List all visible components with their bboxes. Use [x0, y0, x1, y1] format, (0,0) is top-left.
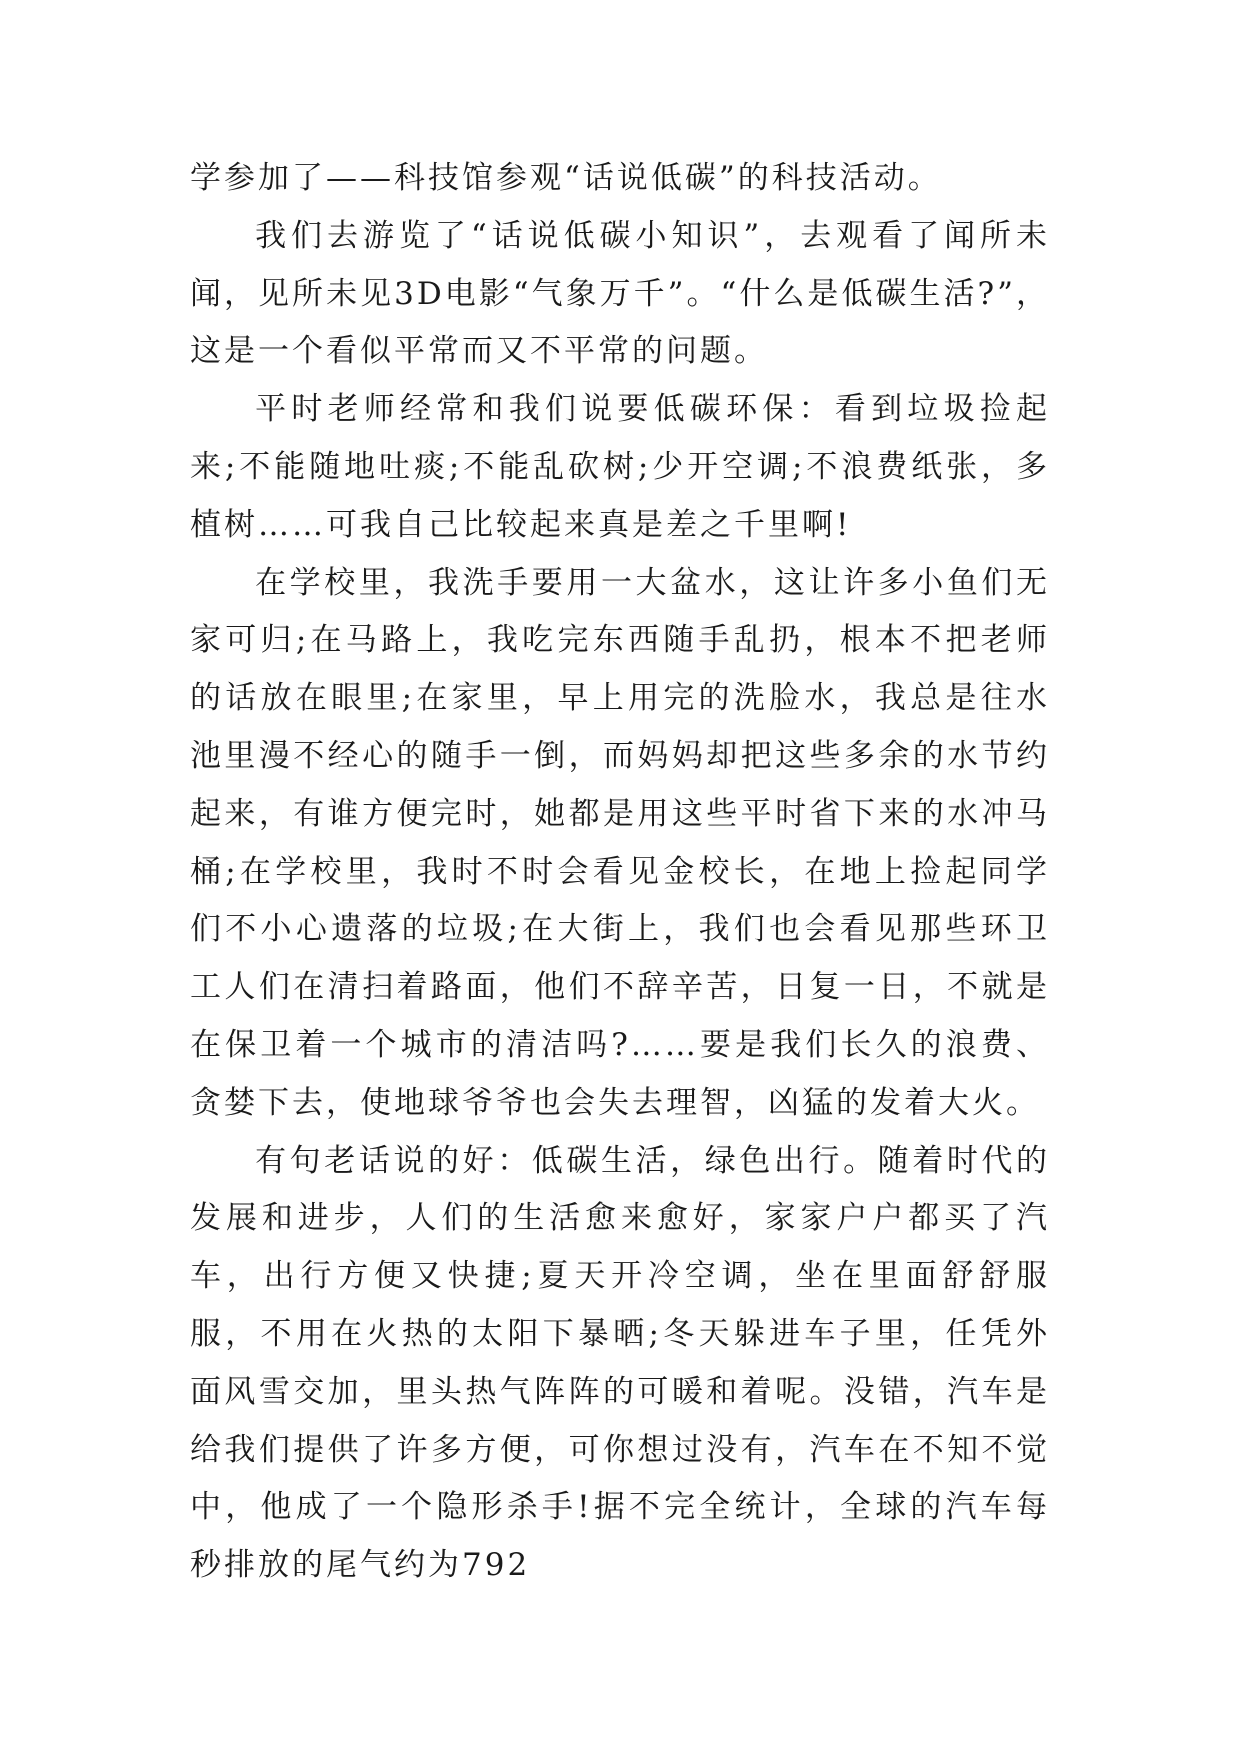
paragraph-continuation: 学参加了——科技馆参观“话说低碳”的科技活动。 — [190, 160, 942, 196]
paragraph-green-travel: 有句老话说的好：低碳生活，绿色出行。随着时代的发展和进步，人们的生活愈来愈好，家家户户都买了汽车，出行方便又快捷;夏天开冷空调，坐在里面舒舒服服，不用在火热的太阳下暴晒;冬天躲进车子里，任凭外面风雪交加，里头热气阵阵的可暖和着呢。没错，汽车是给我们提供了许多方便，可你想过没有，汽车在不知不觉中，他成了一个隐形杀手!据不完全统计，全球的汽车每秒排放的尾气约为792 — [190, 1142, 1050, 1584]
paragraph-teacher-advice: 平时老师经常和我们说要低碳环保：看到垃圾捡起来;不能随地吐痰;不能乱砍树;少开空调;不浪费纸张，多植树……可我自己比较起来真是差之千里啊! — [190, 391, 1050, 543]
paragraph-daily-waste: 在学校里，我洗手要用一大盆水，这让许多小鱼们无家可归;在马路上，我吃完东西随手乱扔，根本不把老师的话放在眼里;在家里，早上用完的洗脸水，我总是往水池里漫不经心的随手一倒，而妈妈却把这些多余的水节约起来，有谁方便完时，她都是用这些平时省下来的水冲马桶;在学校里，我时不时会看见金校长，在地上捡起同学们不小心遗落的垃圾;在大街上，我们也会看见那些环卫工人们在清扫着路面，他们不辞辛苦，日复一日，不就是在保卫着一个城市的清洁吗?……要是我们长久的浪费、贪婪下去，使地球爷爷也会失去理智，凶猛的发着大火。 — [190, 564, 1050, 1121]
paragraph-low-carbon-knowledge: 我们去游览了“话说低碳小知识”，去观看了闻所未闻，见所未见3D电影“气象万千”。“什么是低碳生活?”，这是一个看似平常而又不平常的问题。 — [190, 217, 1050, 370]
document-body — [190, 150, 1050, 1595]
